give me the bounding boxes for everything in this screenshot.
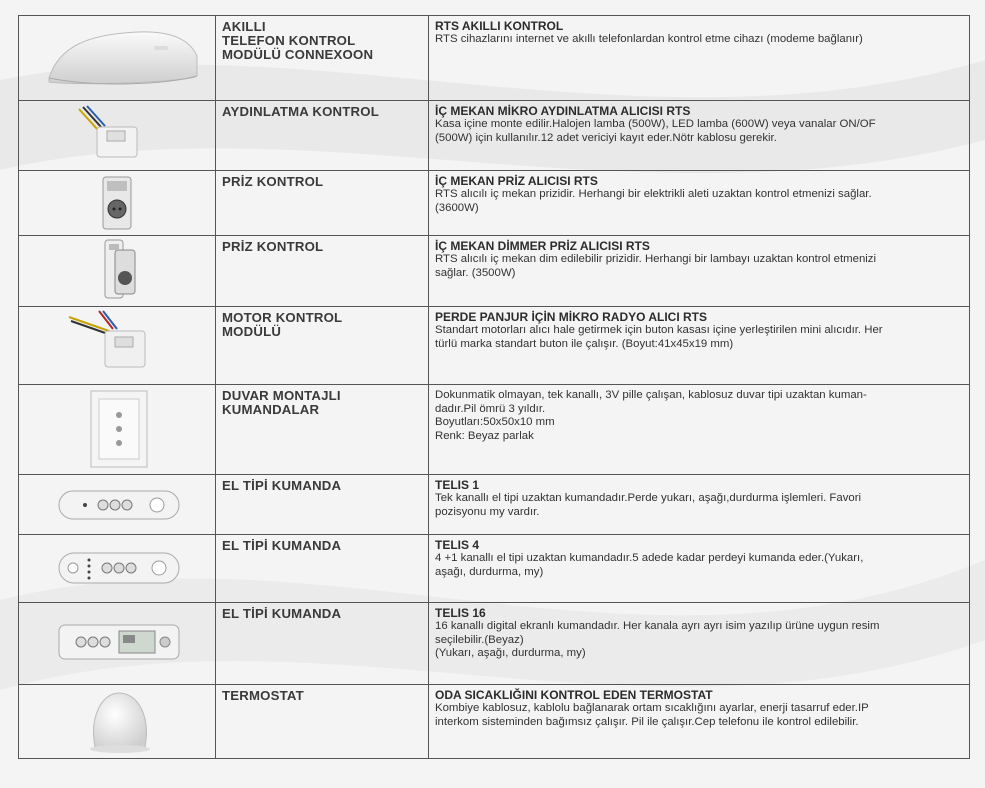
product-name: AYDINLATMA KONTROL <box>222 104 379 119</box>
product-description: RTS alıcılı iç mekan dim edilebilir prizidir. Herhangi bir lambayı uzaktan kontrol etmenizi sağlar. (3500W) <box>435 253 877 279</box>
product-name: MOTOR KONTROL MODÜLÜ <box>222 310 343 339</box>
table-row <box>19 236 970 307</box>
product-description: 16 kanallı digital ekranlı kumandadır. Her kanala ayrı ayrı isim yazılıp ürüne uygun resim seçilebilir.(Beyaz) (Yukarı, aşağı, durdurma, my) <box>435 620 880 659</box>
connexoon-hub-image <box>19 16 215 100</box>
product-title: İÇ MEKAN DİMMER PRİZ ALICISI RTS <box>435 239 650 253</box>
table-row <box>19 475 970 535</box>
table-row <box>19 685 970 759</box>
product-title: PERDE PANJUR İÇİN MİKRO RADYO ALICI RTS <box>435 310 708 324</box>
product-title: TELIS 1 <box>435 478 480 492</box>
table-row <box>19 535 970 603</box>
product-description: Standart motorları alıcı hale getirmek için buton kasası içine yerleştirilen mini alıcıdır. Her türlü marka standart buton ile çalışır. (Boyut:41x45x19 mm) <box>435 324 883 350</box>
product-name: EL TİPİ KUMANDA <box>222 478 342 493</box>
product-description: Kasa içine monte edilir.Halojen lamba (500W), LED lamba (600W) veya vanalar ON/OF (500W) için kullanılır.12 adet vericiyi kayıt eder.Nötr kablosu gerekir. <box>435 118 876 144</box>
product-description: Dokunmatik olmayan, tek kanallı, 3V pille çalışan, kablosuz duvar tipi uzaktan kuman- dadır.Pil ömrü 3 yıldır. Boyutları:50x50x10 mm Renk: Beyaz parlak <box>435 389 867 442</box>
product-table <box>18 15 970 759</box>
table-row <box>19 16 970 101</box>
telis-1-remote-image <box>19 475 215 534</box>
product-name: DUVAR MONTAJLI KUMANDALAR <box>222 388 341 417</box>
product-description: 4 +1 kanallı el tipi uzaktan kumandadır.5 adede kadar perdeyi kumanda eder.(Yukarı, aşağı, durdurma, my) <box>435 552 864 578</box>
table-row <box>19 603 970 685</box>
table-row <box>19 101 970 171</box>
product-description: Tek kanallı el tipi uzaktan kumandadır.Perde yukarı, aşağı,durdurma işlemleri. Favori pozisyonu my vardır. <box>435 492 862 518</box>
telis-4-remote-image <box>19 535 215 602</box>
product-name: TERMOSTAT <box>222 688 304 703</box>
product-description: RTS cihazlarını internet ve akıllı telefonlardan kontrol etme cihazı (modeme bağlanır) <box>435 33 863 45</box>
product-title: TELIS 4 <box>435 538 480 552</box>
table-row <box>19 171 970 236</box>
product-name: PRİZ KONTROL <box>222 239 324 254</box>
table-row <box>19 307 970 385</box>
micro-lighting-receiver-image <box>19 101 215 170</box>
plug-receiver-image <box>19 171 215 235</box>
dimmer-plug-image <box>19 236 215 306</box>
product-title: TELIS 16 <box>435 606 486 620</box>
product-description: RTS alıcılı iç mekan prizidir. Herhangi bir elektrikli aleti uzaktan kontrol etmenizi sağlar. (3600W) <box>435 188 872 214</box>
product-title: İÇ MEKAN PRİZ ALICISI RTS <box>435 174 598 188</box>
thermostat-image <box>19 685 215 758</box>
product-name: EL TİPİ KUMANDA <box>222 538 342 553</box>
product-title: ODA SICAKLIĞINI KONTROL EDEN TERMOSTAT <box>435 688 713 702</box>
wall-switch-image <box>19 385 215 474</box>
motor-receiver-image <box>19 307 215 384</box>
product-name: AKILLI TELEFON KONTROL MODÜLÜ CONNEXOON <box>222 19 374 62</box>
product-name: PRİZ KONTROL <box>222 174 324 189</box>
product-title: İÇ MEKAN MİKRO AYDINLATMA ALICISI RTS <box>435 104 691 118</box>
table-row <box>19 385 970 475</box>
product-name: EL TİPİ KUMANDA <box>222 606 342 621</box>
product-title: RTS AKILLI KONTROL <box>435 19 564 33</box>
product-description: Kombiye kablosuz, kablolu bağlanarak ortam sıcaklığını ayarlar, enerji tasarruf eder.IP interkom sisteminden bağımsız çalışır. Pil ile çalışır.Cep telefonu ile kontrol edilebilir. <box>435 702 869 728</box>
telis-16-remote-image <box>19 603 215 684</box>
